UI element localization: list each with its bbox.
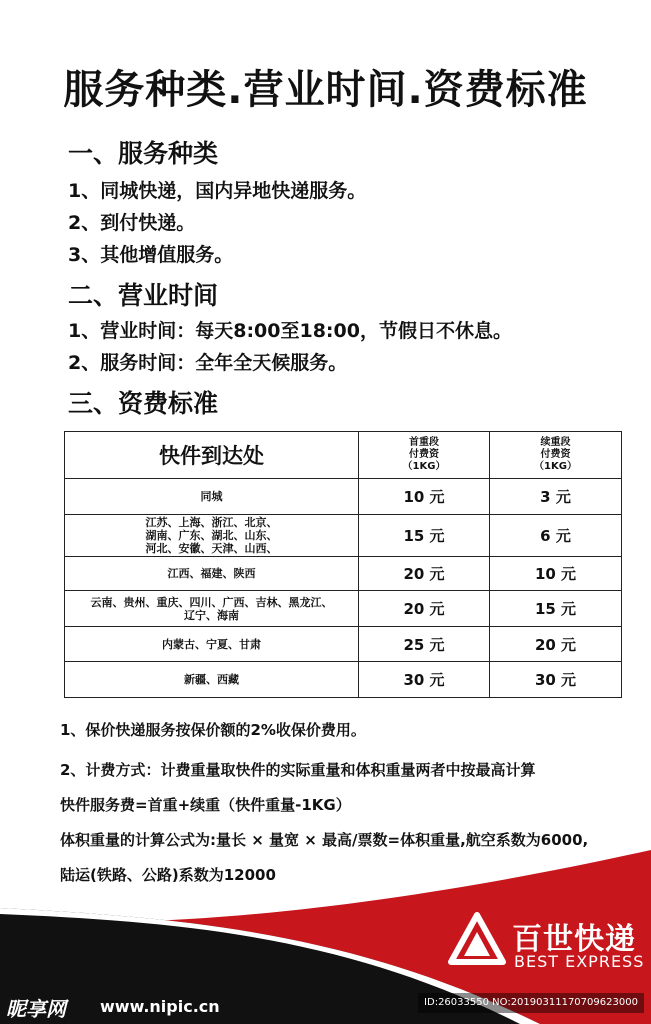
region-cell	[65, 515, 359, 557]
header-extra-line-1: 续重段	[540, 437, 571, 448]
note-service-fee: 快件服务费=首重+续重（快件重量-1KG）	[60, 796, 351, 814]
region-line: 云南、贵州、重庆、四川、广西、吉林、黑龙江、	[90, 595, 333, 609]
table-row	[65, 515, 622, 557]
rate-table	[64, 431, 622, 698]
service-item-3: 3、其他增值服务。	[68, 244, 234, 266]
table-row	[65, 557, 622, 591]
hours-item-2: 2、服务时间：全年全天候服务。	[68, 352, 348, 374]
extra-weight-price: 3 元	[490, 479, 622, 515]
watermark-url: www.nipic.cn	[100, 997, 220, 1016]
note-volume-formula: 体积重量的计算公式为:量长 × 量宽 × 最高/票数=体积重量,航空系数为6000,	[60, 831, 589, 849]
watermark-id: ID:26033550 NO:20190311170709623000	[418, 993, 644, 1013]
section-heading-business-hours: 二、营业时间	[68, 281, 219, 310]
extra-weight-price: 20 元	[490, 627, 622, 662]
header-first-line-3: （1KG）	[402, 461, 446, 472]
note-insurance: 1、保价快递服务按保价额的2%收保价费用。	[60, 721, 366, 739]
region-cell	[65, 479, 359, 515]
region-line: 新疆、西藏	[184, 673, 239, 686]
first-weight-price: 25 元	[359, 627, 490, 662]
region-line: 同城	[200, 490, 223, 503]
table-row	[65, 591, 622, 627]
region-cell	[65, 627, 359, 662]
header-region: 快件到达处	[65, 432, 359, 479]
hours-item-1: 1、营业时间：每天8:00至18:00，节假日不休息。	[68, 320, 512, 342]
watermark-site-logo: 昵享网	[6, 997, 66, 1021]
best-express-logo-icon	[448, 912, 506, 970]
brand-name-en: BEST EXPRESS	[514, 952, 645, 971]
header-first-line-2: 付费资	[409, 449, 439, 460]
service-item-1: 1、同城快递，国内异地快递服务。	[68, 180, 367, 202]
note-land-coefficient: 陆运(铁路、公路)系数为12000	[60, 866, 276, 884]
header-first-weight	[359, 432, 490, 479]
header-first-line-1: 首重段	[409, 437, 439, 448]
note-billing-method: 2、计费方式：计费重量取快件的实际重量和体积重量两者中按最高计算	[60, 761, 536, 779]
region-cell	[65, 557, 359, 591]
first-weight-price: 30 元	[359, 662, 490, 698]
region-cell	[65, 591, 359, 627]
extra-weight-price: 10 元	[490, 557, 622, 591]
region-line: 河北、安徽、天津、山西、	[145, 542, 278, 555]
header-extra-line-3: （1KG）	[534, 461, 577, 472]
section-heading-service-types: 一、服务种类	[68, 139, 219, 168]
header-extra-line-2: 付费资	[540, 449, 571, 460]
region-line: 湖南、广东、湖北、山东、	[145, 529, 278, 542]
brand-name-cn: 百世快递	[512, 922, 636, 957]
region-cell	[65, 662, 359, 698]
table-row	[65, 662, 622, 698]
header-extra-weight	[490, 432, 622, 479]
table-row	[65, 479, 622, 515]
first-weight-price: 15 元	[359, 515, 490, 557]
first-weight-price: 20 元	[359, 557, 490, 591]
table-row	[65, 627, 622, 662]
first-weight-price: 10 元	[359, 479, 490, 515]
region-line: 辽宁、海南	[184, 608, 239, 622]
region-line: 江西、福建、陕西	[167, 567, 256, 580]
service-item-2: 2、到付快递。	[68, 212, 196, 234]
region-line: 内蒙古、宁夏、甘肃	[162, 637, 261, 651]
section-heading-rates: 三、资费标准	[68, 389, 219, 418]
region-line: 江苏、上海、浙江、北京、	[145, 516, 278, 529]
extra-weight-price: 6 元	[490, 515, 622, 557]
page-title: 服务种类.营业时间.资费标准	[63, 67, 588, 113]
first-weight-price: 20 元	[359, 591, 490, 627]
extra-weight-price: 30 元	[490, 662, 622, 698]
rate-table-header	[65, 432, 622, 479]
extra-weight-price: 15 元	[490, 591, 622, 627]
